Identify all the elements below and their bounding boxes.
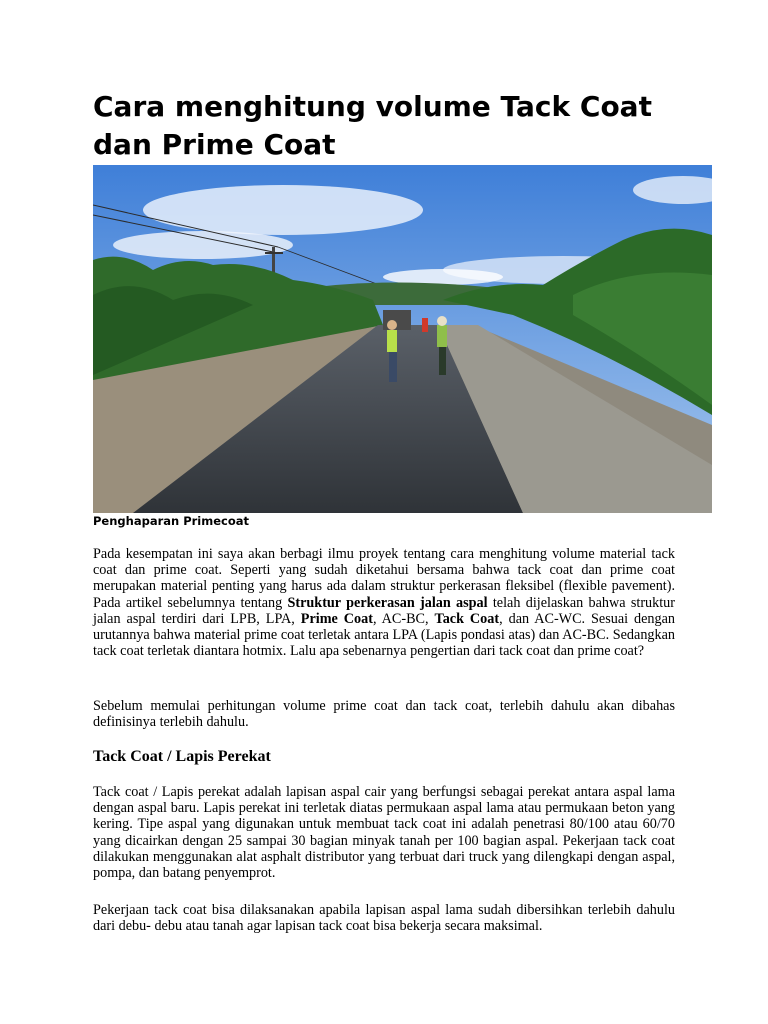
intro-bold-tack-coat: Tack Coat [434, 610, 500, 627]
intro-text-3: , AC-BC, [372, 610, 435, 627]
image-caption: Penghaparan Primecoat [93, 514, 250, 528]
intro-link-struktur: Struktur perkerasan jalan aspal [287, 594, 488, 611]
section-heading-tack-coat: Tack Coat / Lapis Perekat [93, 748, 271, 765]
intro-text-2: telah dijelaskan bahwa struktur jalan aspal terdiri dari LPB, LPA, [93, 594, 675, 627]
intro-bold-prime-coat: Prime Coat [300, 610, 373, 627]
intro-text-1: Pada kesempatan ini saya akan berbagi ilmu proyek tentang cara menghitung volume material tack coat dan prime coat. Seperti yang sudah diketahui bersama bahwa tack coat dan prime coat merupakan material penting yang harus ada dalam struktur perkerasan fleksibel (flexible pavement). Pada artikel sebelumnya tentang [93, 546, 675, 611]
article-title: Cara menghitung volume Tack Coat dan Prime Coat [93, 90, 652, 161]
paragraph-definition-intro: Sebelum memulai perhitungan volume prime coat dan tack coat, terlebih dahulu akan dibahas definisinya terlebih dahulu. [93, 698, 675, 731]
intro-text-4: , dan AC-WC. Sesuai dengan urutannya bahwa material prime coat terletak antara LPA (Lapis pondasi atas) dan AC-BC. Sedangkan tack coat terletak diantara hotmix. Lalu apa sebenarnya pengertian dari tack coat dan prime coat? [93, 610, 676, 660]
road-photo-illustration [93, 165, 712, 513]
paragraph-tack-coat: Tack coat / Lapis perekat adalah lapisan aspal cair yang berfungsi sebagai perekat antara aspal lama dengan aspal baru. Lapis perekat ini terletak diatas permukaan aspal lama atau permukaan beton yang kering. Tipe aspal yang digunakan untuk membuat tack coat ini adalah penetrasi 80/100 atau 60/70 yang dicairkan dengan 25 sampai 30 bagian minyak tanah per 100 bagian aspal. Pekerjaan tack coat dilakukan menggunakan alat asphalt distributor yang terbuat dari truck yang dilengkapi dengan aspal, pompa, dan batang penyemprot. [93, 784, 675, 882]
paragraph-intro [93, 546, 675, 659]
paragraph-tack-coat-work: Pekerjaan tack coat bisa dilaksanakan apabila lapisan aspal lama sudah dibersihkan terlebih dahulu dari debu- debu atau tanah agar lapisan tack coat bisa bekerja secara maksimal. [93, 902, 675, 935]
road-photo [93, 165, 712, 513]
